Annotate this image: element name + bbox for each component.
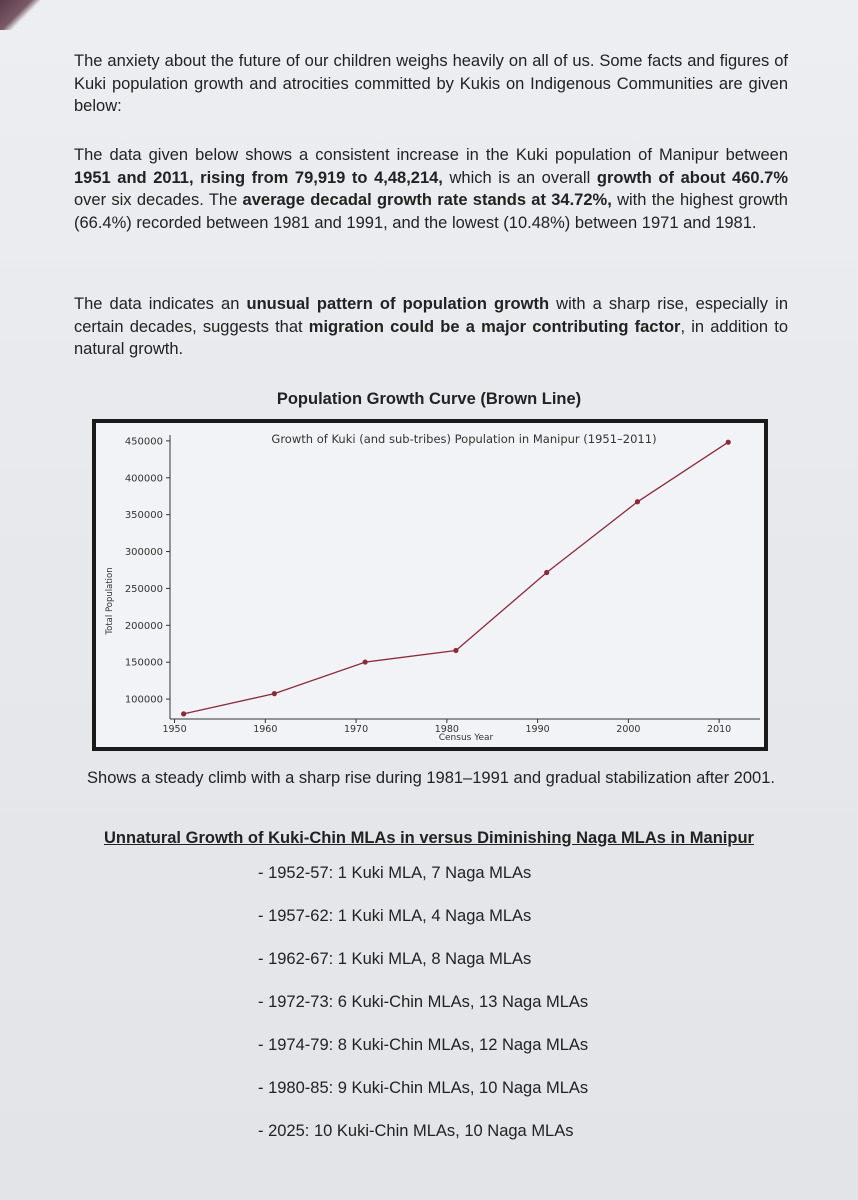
chart-series <box>181 440 731 717</box>
chart-axes <box>170 435 760 719</box>
data-text-1: The data given below shows a consistent increase in the Kuki population of Manipur between <box>74 146 788 164</box>
corner-shadow <box>0 0 40 30</box>
intro-paragraph: The anxiety about the future of our children weighs heavily on all of us. Some facts and figures of Kuki population growth and atrocities committed by Kukis on Indigenous Communities are given below: <box>74 52 788 115</box>
data-point <box>544 570 549 575</box>
data-point <box>272 691 277 696</box>
list-item: - 1972-73: 6 Kuki-Chin MLAs, 13 Naga MLAs <box>258 993 589 1011</box>
chart-frame <box>92 419 768 751</box>
data-text-4: with the highest growth (66.4%) recorded between 1981 and 1991, and the lowest (10.48%) between 1971 and 1981. <box>74 191 788 232</box>
y-tick-label: 150000 <box>124 657 163 669</box>
x-tick-label: 1960 <box>253 724 278 735</box>
pattern-bold-1: unusual pattern of population growth <box>246 295 550 313</box>
pattern-text-1: The data indicates an <box>74 295 247 313</box>
data-point <box>726 440 731 445</box>
x-tick-label: 1950 <box>162 724 187 735</box>
population-line-chart <box>96 423 764 747</box>
y-axis-label: Total Population <box>105 567 115 635</box>
chart-title: Growth of Kuki (and sub-tribes) Population in Manipur (1951–2011) <box>271 432 657 446</box>
data-point <box>453 648 458 653</box>
data-point <box>181 711 186 716</box>
data-bold-1: 1951 and 2011, rising from 79,919 to 4,48,214, <box>74 168 443 187</box>
chart-ticks <box>125 436 731 735</box>
data-bold-3: average decadal growth rate stands at 34.72%, <box>242 191 612 209</box>
mla-section-title: Unnatural Growth of Kuki-Chin MLAs in versus Diminishing Naga MLAs in Manipur <box>104 829 754 847</box>
list-item: - 1962-67: 1 Kuki MLA, 8 Naga MLAs <box>258 950 532 968</box>
data-bold-2: growth of about 460.7% <box>596 168 789 187</box>
chart-heading: Population Growth Curve (Brown Line) <box>276 390 582 408</box>
x-tick-label: 1980 <box>434 724 459 735</box>
x-tick-label: 1970 <box>343 724 369 735</box>
pattern-text-3: , in addition to natural growth. <box>74 317 788 358</box>
y-tick-label: 100000 <box>124 694 163 706</box>
data-text-2: which is an overall <box>442 168 597 187</box>
pattern-bold-2: migration could be a major contributing factor <box>308 317 681 336</box>
data-point <box>363 659 368 664</box>
pattern-text-2: with a sharp rise, especially in certain decades, suggests that <box>74 295 789 336</box>
list-item: - 1952-57: 1 Kuki MLA, 7 Naga MLAs <box>258 864 532 882</box>
x-tick-label: 1990 <box>525 724 550 735</box>
list-item: - 1957-62: 1 Kuki MLA, 4 Naga MLAs <box>258 907 532 925</box>
list-item: - 1974-79: 8 Kuki-Chin MLAs, 12 Naga MLAs <box>258 1036 589 1054</box>
list-item: - 1980-85: 9 Kuki-Chin MLAs, 10 Naga MLAs <box>258 1079 589 1097</box>
mla-list <box>258 862 588 1163</box>
x-tick-label: 2000 <box>616 724 641 735</box>
data-text-3: over six decades. The <box>74 191 243 209</box>
chart-caption: Shows a steady climb with a sharp rise during 1981–1991 and gradual stabilization after 2001. <box>87 769 775 787</box>
y-tick-label: 350000 <box>124 510 163 522</box>
y-tick-label: 200000 <box>124 620 163 632</box>
x-axis-label: Census Year <box>438 733 494 743</box>
y-tick-label: 400000 <box>124 473 163 485</box>
series-line <box>184 442 729 714</box>
pattern-paragraph <box>74 293 788 361</box>
y-tick-label: 250000 <box>124 583 163 595</box>
y-tick-label: 300000 <box>124 547 163 559</box>
data-point <box>635 499 640 504</box>
data-paragraph <box>74 144 788 234</box>
y-tick-label: 450000 <box>124 436 163 448</box>
x-tick-label: 2010 <box>707 724 732 735</box>
list-item: - 2025: 10 Kuki-Chin MLAs, 10 Naga MLAs <box>258 1122 574 1140</box>
